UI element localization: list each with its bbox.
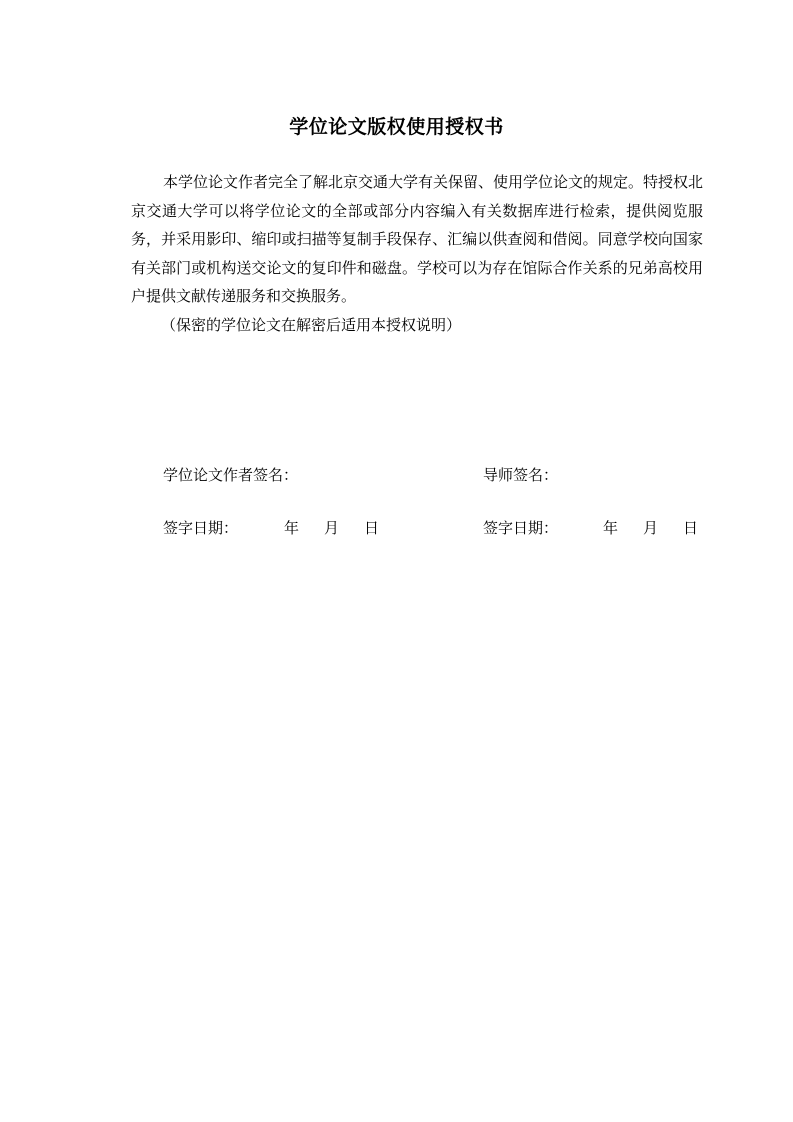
document-body xyxy=(131,168,703,339)
advisor-date-month: 月 xyxy=(643,519,659,537)
author-date-month: 月 xyxy=(324,519,340,537)
confidential-note: （保密的学位论文在解密后适用本授权说明） xyxy=(161,315,462,334)
document-title: 学位论文版权使用授权书 xyxy=(289,116,504,138)
author-date-label: 签字日期： xyxy=(163,519,239,537)
advisor-date-label: 签字日期： xyxy=(483,519,559,537)
author-signature-label: 学位论文作者签名： xyxy=(163,466,299,484)
authorization-paragraph: 本学位论文作者完全了解北京交通大学有关保留、使用学位论文的规定。特授权北京交通大学可以将学位论文的全部或部分内容编入有关数据库进行检索，提供阅览服务，并采用影印、缩印或扫描等复制手段保存、汇编以供查阅和借阅。同意学校向国家有关部门或机构送交论文的复印件和磁盘。学校可以为存在馆际合作关系的兄弟高校用户提供文献传递服务和交换服务。 xyxy=(131,173,704,305)
advisor-date-day: 日 xyxy=(683,519,699,537)
advisor-date-year: 年 xyxy=(603,519,619,537)
author-date-year: 年 xyxy=(284,519,300,537)
advisor-signature-label: 导师签名： xyxy=(483,466,559,484)
author-date-day: 日 xyxy=(364,519,380,537)
